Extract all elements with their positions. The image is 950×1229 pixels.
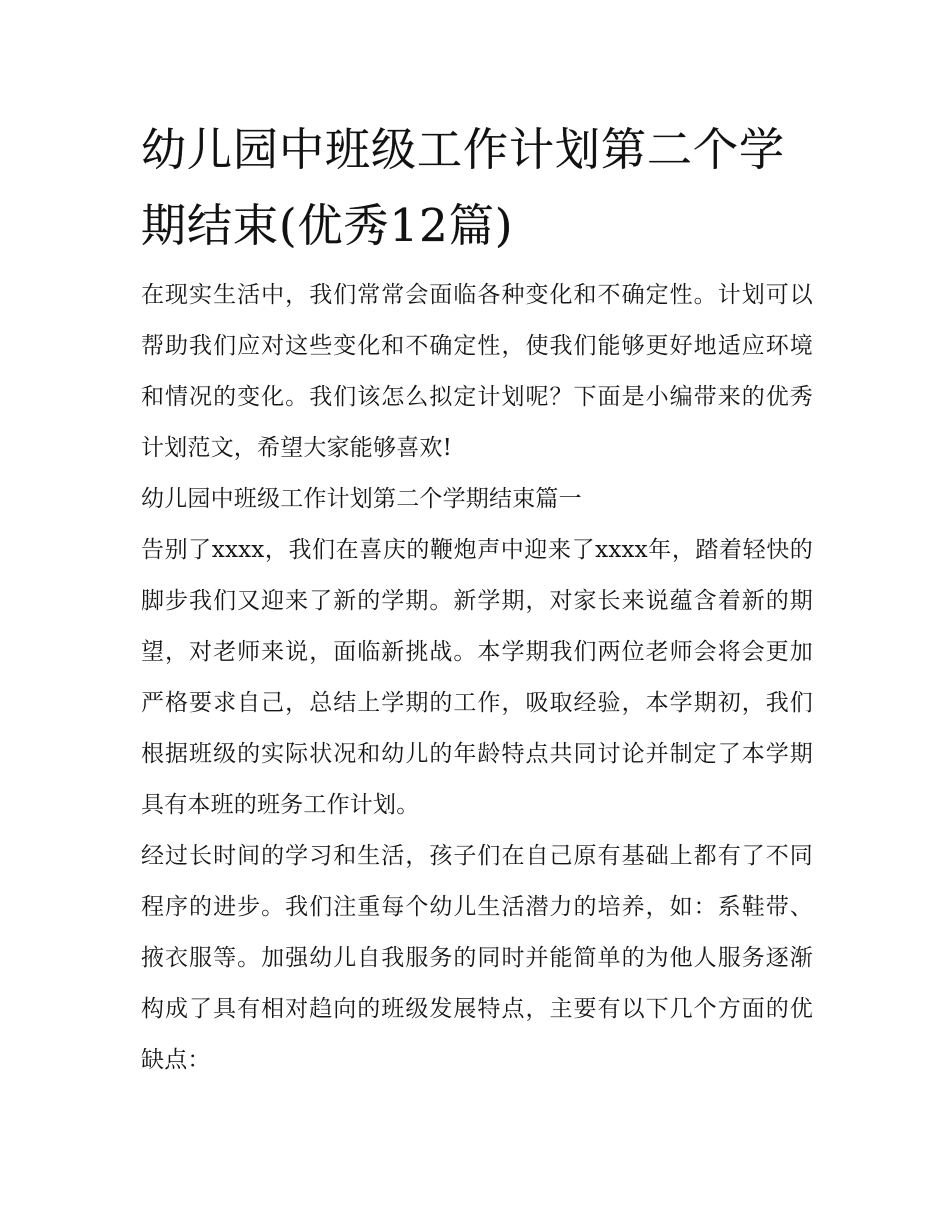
intro-paragraph: 在现实生活中，我们常常会面临各种变化和不确定性。计划可以帮助我们应对这些变化和不确定性，使我们能够更好地适应环境和情况的变化。我们该怎么拟定计划呢？下面是小编带来的优秀计划范文，希望大家能够喜欢! [141, 282, 813, 461]
body-paragraph: 告别了xxxx，我们在喜庆的鞭炮声中迎来了xxxx年，踏着轻快的脚步我们又迎来了新的学期。新学期，对家长来说蕴含着新的期望，对老师来说，面临新挑战。本学期我们两位老师会将会更加严格要求自己，总结上学期的工作，吸取经验，本学期初，我们根据班级的实际状况和幼儿的年龄特点共同讨论并制定了本学期具有本班的班务工作计划。 [141, 537, 813, 818]
document-title: 幼儿园中班级工作计划第二个学期结束(优秀12篇) [141, 123, 786, 252]
document-body [141, 112, 813, 1086]
body-paragraph: 经过长时间的学习和生活，孩子们在自己原有基础上都有了不同程序的进步。我们注重每个幼儿生活潜力的培养，如：系鞋带、掖衣服等。加强幼儿自我服务的同时并能简单的为他人服务逐渐构成了具有相对趋向的班级发展特点，主要有以下几个方面的优缺点： [141, 843, 813, 1073]
section-heading: 幼儿园中班级工作计划第二个学期结束篇一 [141, 486, 582, 512]
